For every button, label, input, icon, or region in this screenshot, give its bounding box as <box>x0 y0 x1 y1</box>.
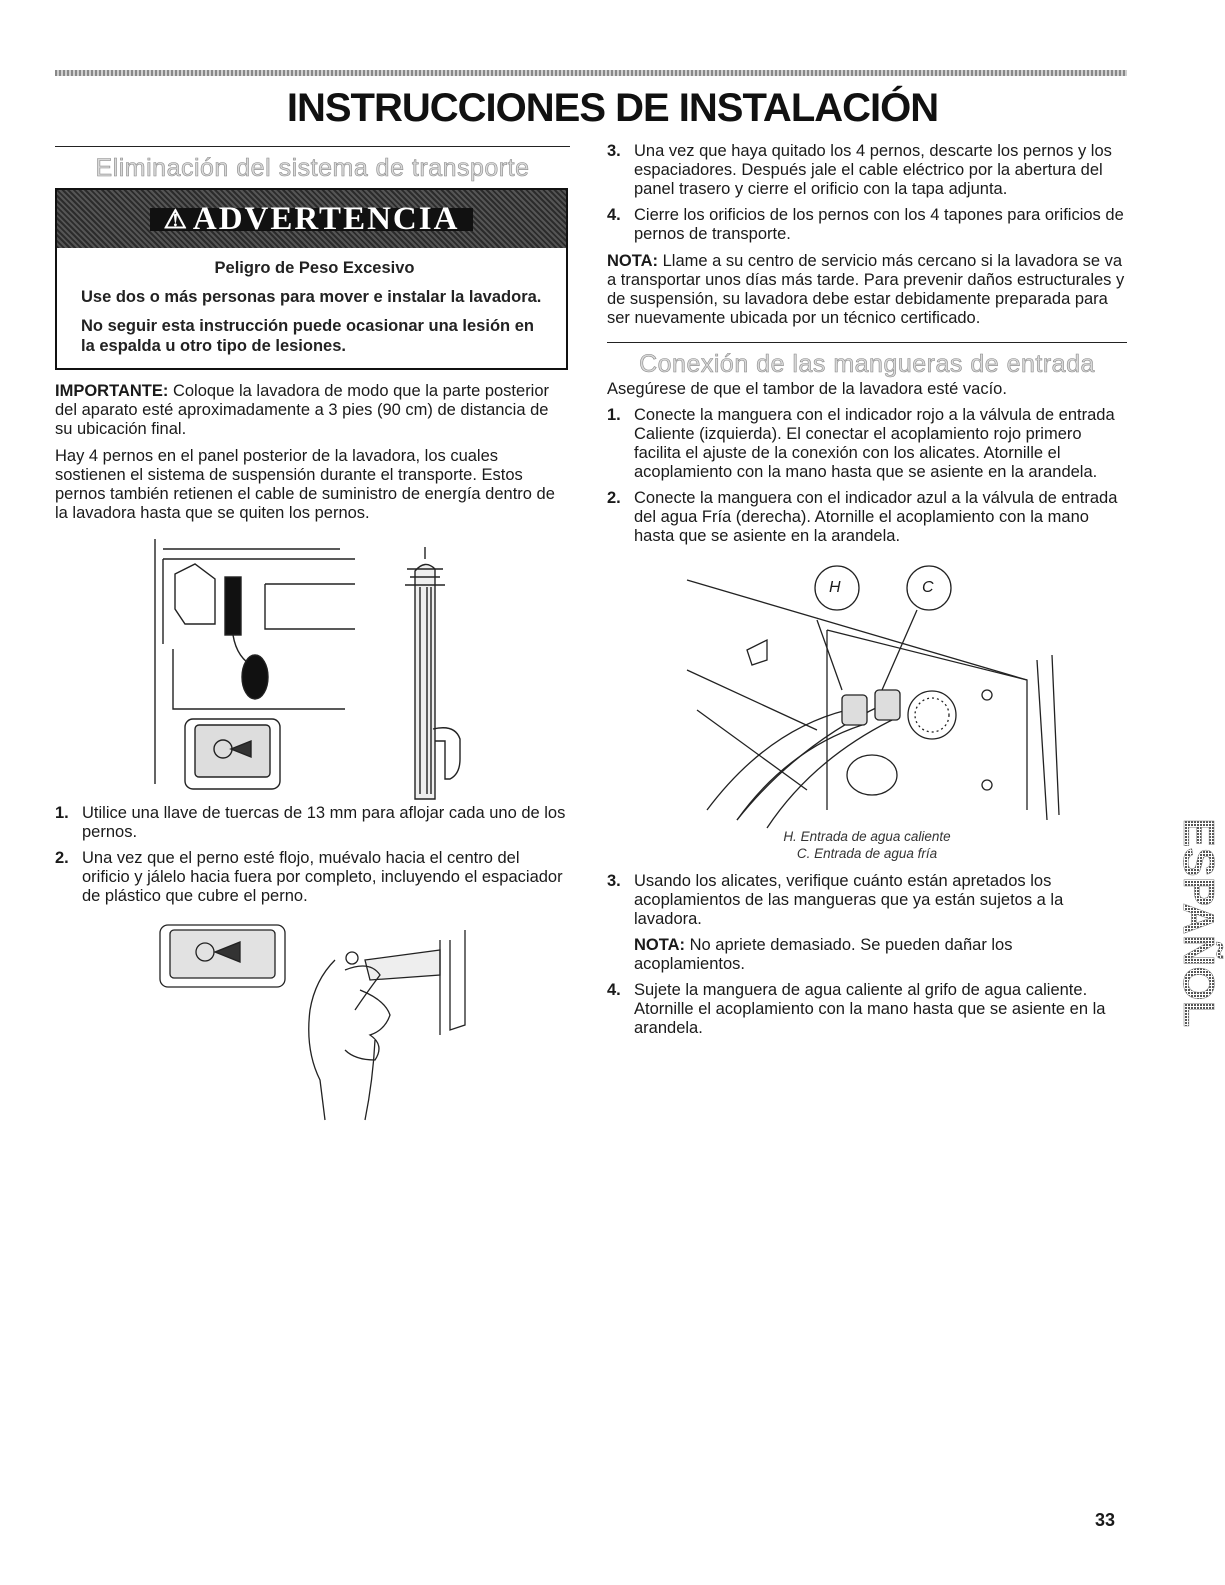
warning-triangle-icon: ⚠ <box>163 204 189 234</box>
section-heading-transport: Eliminación del sistema de transporte <box>95 154 530 182</box>
warning-line-1: Use dos o más personas para mover e instalar la lavadora. <box>81 288 542 306</box>
list-item: 4. Sujete la manguera de agua caliente al grifo de agua caliente. Atornille el acoplamiento con la mano hasta que se asiente en la arandela. <box>607 981 1106 1037</box>
figure-caption-c: C. Entrada de agua fría <box>796 846 938 861</box>
list-item: 1. Utilice una llave de tuercas de 13 mm para aflojar cada uno de los pernos. <box>55 804 566 841</box>
bolt-removal-illustration <box>55 920 570 1120</box>
left-column <box>55 146 570 1120</box>
important-paragraph <box>55 382 570 439</box>
label-c: C <box>922 579 934 596</box>
important-text: Coloque la lavadora de modo que la parte posterior del aparato esté aproximadamente a 3 pies (90 cm) de distancia de su ubicación final. <box>55 382 550 438</box>
side-tab-text: ESPAÑOL <box>1174 818 1223 1028</box>
list-item: 3. Una vez que haya quitado los 4 pernos, descarte los pernos y los espaciadores. Después jale el cable eléctrico por la abertura del panel trasero y cierre el orificio con la tapa adjunta. <box>607 142 1112 198</box>
warning-line-2: No seguir esta instrucción puede ocasionar una lesión en la espalda u otro tipo de lesiones. <box>81 317 534 355</box>
section-rule <box>55 146 570 147</box>
side-tab-language <box>1150 818 1223 1058</box>
label-h: H <box>829 579 841 596</box>
note-paragraph: NOTA: Llame a su centro de servicio más cercano si la lavadora se va a transportar unos días más tarde. Para prevenir daños estructurales y de suspensión, su lavadora debe estar debidamente preparada para ser nuevamente ubicada por un técnico certificado. <box>607 252 1125 327</box>
warning-header <box>57 190 566 248</box>
warning-subtitle: Peligro de Peso Excesivo <box>214 259 415 277</box>
important-label: IMPORTANTE: <box>55 382 169 400</box>
page-title: INSTRUCCIONES DE INSTALACIÓN <box>286 86 939 130</box>
side-tab-lettering <box>1150 818 1223 1058</box>
hand-removing-bolt-drawing <box>55 920 570 1120</box>
bolts-paragraph: Hay 4 pernos en el panel posterior de la lavadora, los cuales sostienen el sistema de suspensión durante el transporte. Estos pernos también retienen el cable de suministro de energía dentro de la lavadora hasta que se quiten los pernos. <box>55 447 555 522</box>
warning-label: ADVERTENCIA <box>192 200 460 237</box>
right-steps-c <box>607 872 1127 1038</box>
note-label: NOTA: <box>607 252 659 270</box>
figure-caption-h: H. Entrada de agua caliente <box>783 829 951 844</box>
warning-body <box>57 248 566 368</box>
hoses-intro: Asegúrese de que el tambor de la lavadora esté vacío. <box>607 380 1007 398</box>
washer-back-panel-drawing <box>55 529 570 797</box>
left-steps <box>55 804 570 906</box>
list-item: 1. Conecte la manguera con el indicador rojo a la válvula de entrada Caliente (izquierda). El conectar el acoplamiento rojo primero facilita el ajuste de la conexión con los alicates. Atornille el acoplamiento con la mano hasta que se asiente en la arandela. <box>607 406 1115 481</box>
bolt-location-illustration <box>55 529 570 797</box>
page-number: 33 <box>1095 1510 1116 1530</box>
list-item: 2. Una vez que el perno esté flojo, muévalo hacia el centro del orificio y jálelo hacia fuera por completo, incluyendo el espaciador de plástico que cubre el perno. <box>55 849 563 905</box>
section-heading-hoses: Conexión de las mangueras de entrada <box>639 350 1095 378</box>
right-steps-a <box>607 142 1127 244</box>
section-rule <box>607 342 1127 343</box>
right-steps-b <box>607 406 1127 546</box>
list-item: 3. Usando los alicates, verifique cuánto están apretados los acoplamientos de las mangueras que ya están sujetos a la lavadora. NOTA: No apriete demasiado. Se pueden dañar los acoplamientos. <box>607 872 1127 974</box>
list-item: 2. Conecte la manguera con el indicador azul a la válvula de entrada del agua Fría (derecha). Atornille el acoplamiento con la mano hasta que se asiente en la arandela. <box>607 489 1118 545</box>
list-item: 4. Cierre los orificios de los pernos con los 4 tapones para orificios de pernos de transporte. <box>607 206 1124 243</box>
inlet-valves-illustration <box>607 560 1127 828</box>
right-column <box>607 142 1127 1038</box>
inlet-hoses-drawing <box>607 560 1127 828</box>
top-decorative-rule <box>55 70 1127 76</box>
note-2: NOTA: No apriete demasiado. Se pueden dañar los acoplamientos. <box>634 936 1013 973</box>
warning-box <box>55 188 568 370</box>
